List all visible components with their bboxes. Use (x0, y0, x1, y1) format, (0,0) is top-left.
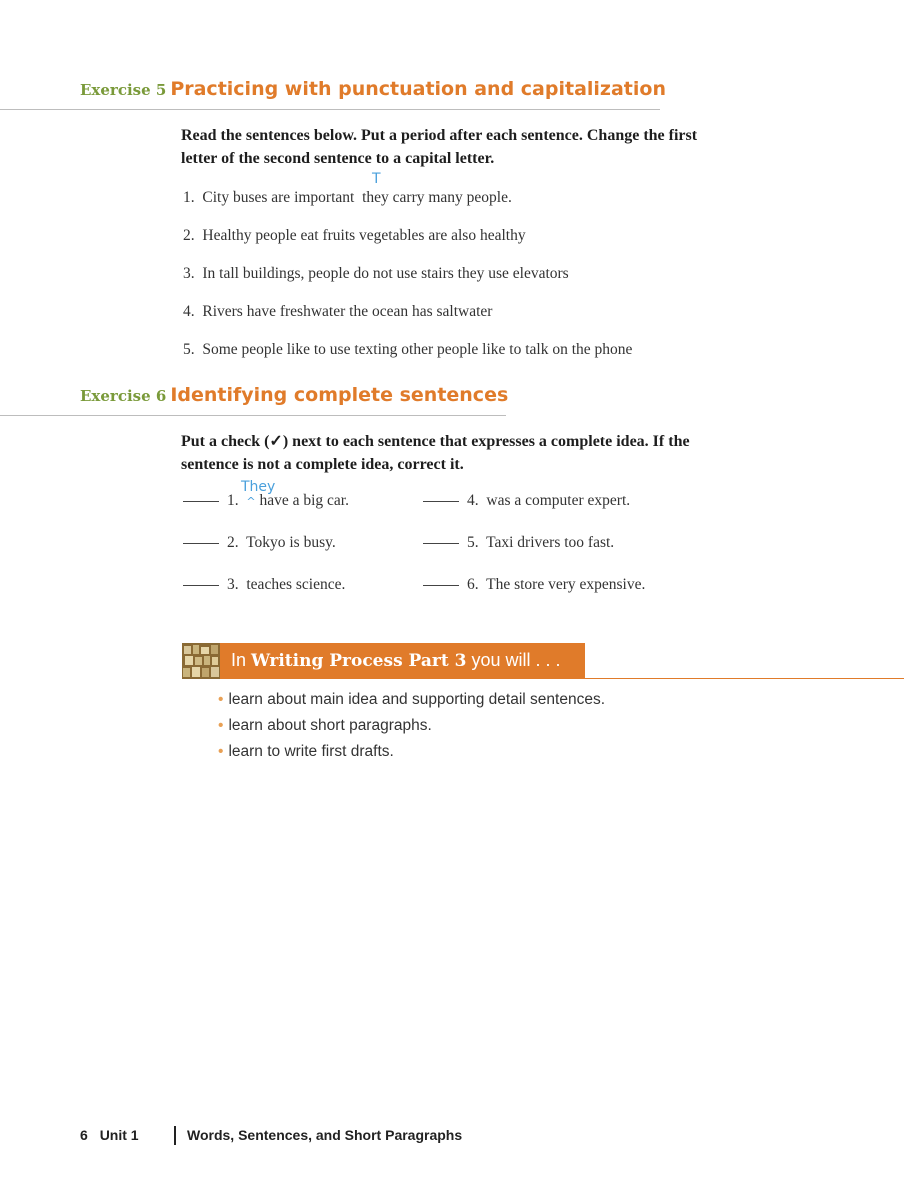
exercise6-heading (80, 384, 508, 406)
item-number: 3. (227, 576, 239, 593)
exercise6-item-5 (423, 534, 614, 552)
exercise5-item-2 (183, 227, 526, 245)
item-number: 4. (467, 492, 479, 509)
item-text: have a big car. (259, 492, 349, 509)
item-number: 4. (183, 303, 195, 320)
bullet-item-2 (218, 717, 432, 735)
banner-prefix: In (231, 650, 247, 670)
exercise6-item-2 (183, 534, 336, 552)
item-text: In tall buildings, people do not use stairs they use elevators (202, 265, 569, 282)
exercise6-item-4 (423, 492, 630, 510)
item-number: 6. (467, 576, 479, 593)
item-text: Rivers have freshwater the ocean has saltwater (202, 303, 493, 320)
item-number: 5. (183, 341, 195, 358)
exercise6-label: Exercise 6 (80, 387, 167, 405)
bullet-dot: • (218, 743, 224, 760)
item-text-part1: City buses are important (202, 189, 355, 206)
item-text: Tokyo is busy. (246, 534, 336, 551)
bullet-item-1 (218, 691, 605, 709)
item-text: teaches science. (246, 576, 346, 593)
item-number: 1. (183, 189, 195, 206)
chapter-title: Words, Sentences, and Short Paragraphs (187, 1127, 463, 1143)
handwritten-correction: They (241, 479, 276, 495)
exercise6-title: Identifying complete sentences (170, 384, 509, 406)
exercise5-instructions: Read the sentences below. Put a period after each sentence. Change the first letter of the second sentence to a capital letter. (181, 127, 698, 167)
item-text: The store very expensive. (486, 576, 646, 593)
footer (80, 1127, 139, 1143)
handwritten-capital-mark: T (372, 171, 381, 187)
page-number: 6 (80, 1127, 88, 1143)
item-number: 1. (227, 492, 239, 509)
unit-label: Unit 1 (99, 1127, 139, 1143)
exercise5-heading (80, 78, 666, 100)
exercise6-item-6 (423, 576, 645, 594)
exercise6-instructions: Put a check (✓) next to each sentence that expresses a complete idea. If the sentence is not a complete idea, correct it. (181, 433, 690, 473)
answer-blank[interactable] (183, 500, 219, 502)
letters-decoration-icon (182, 643, 220, 679)
item-number: 2. (183, 227, 195, 244)
exercise6-rule (0, 415, 506, 416)
bullet-text: learn to write first drafts. (228, 743, 394, 760)
item-text: was a computer expert. (486, 492, 631, 509)
exercise5-title: Practicing with punctuation and capitalization (170, 78, 666, 100)
exercise5-item-1 (183, 189, 512, 207)
answer-blank[interactable] (183, 584, 219, 586)
item-number: 2. (227, 534, 239, 551)
item-text: Some people like to use texting other people like to talk on the phone (202, 341, 633, 358)
bullet-dot: • (218, 717, 224, 734)
banner-text (231, 650, 561, 671)
item-text-part2: they carry many people. (362, 189, 512, 206)
answer-blank[interactable] (423, 584, 459, 586)
answer-blank[interactable] (183, 542, 219, 544)
answer-blank[interactable] (423, 500, 459, 502)
item-text: Taxi drivers too fast. (486, 534, 615, 551)
banner-rule (585, 678, 904, 679)
item-number: 5. (467, 534, 479, 551)
exercise6-item-1 (183, 492, 349, 510)
exercise5-item-5 (183, 341, 632, 359)
item-number: 3. (183, 265, 195, 282)
exercise5-item-3 (183, 265, 569, 283)
footer-divider (174, 1126, 176, 1145)
exercise5-label: Exercise 5 (80, 81, 167, 99)
banner-bold: Writing Process Part 3 (251, 651, 467, 671)
bullet-dot: • (218, 691, 224, 708)
exercise5-item-4 (183, 303, 492, 321)
item-text: Healthy people eat fruits vegetables are also healthy (202, 227, 526, 244)
banner-suffix: you will . . . (471, 650, 561, 670)
exercise6-item-3 (183, 576, 345, 594)
bullet-item-3 (218, 743, 394, 761)
bullet-text: learn about main idea and supporting detail sentences. (228, 691, 606, 708)
answer-blank[interactable] (423, 542, 459, 544)
bullet-text: learn about short paragraphs. (228, 717, 432, 734)
exercise5-rule (0, 109, 660, 110)
caret-mark: ^ (246, 495, 256, 508)
